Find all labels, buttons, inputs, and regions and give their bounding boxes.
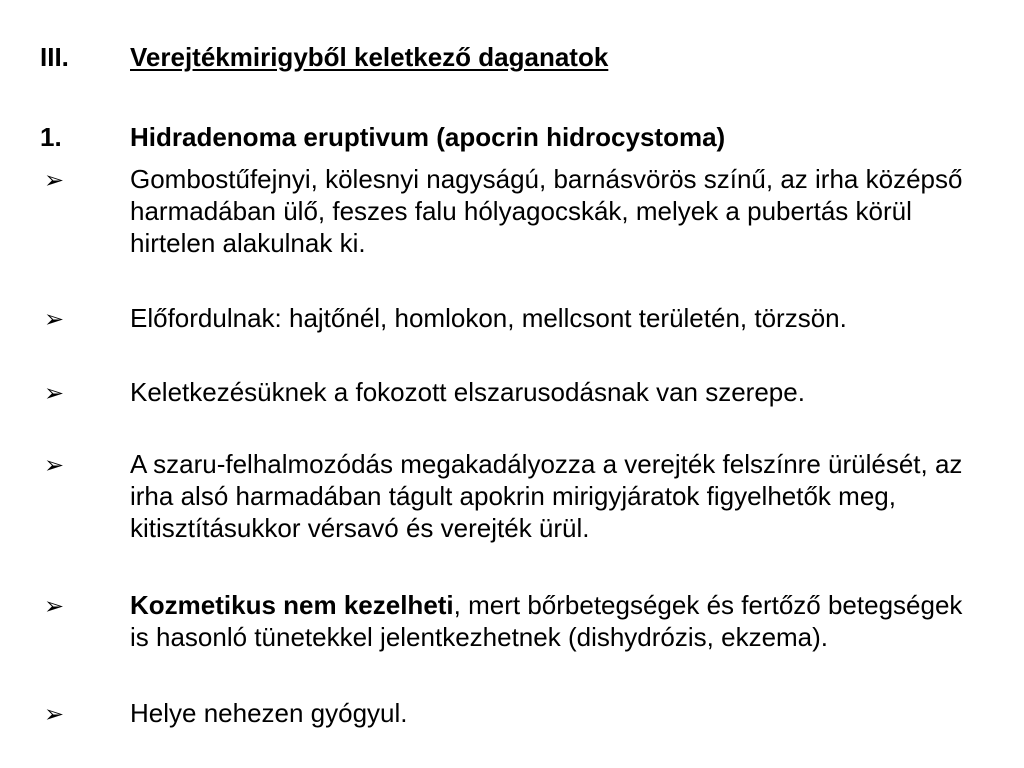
subsection-number: 1. [40, 122, 62, 152]
section-number: III. [40, 42, 69, 72]
arrowhead-bullet-icon: ➢ [44, 592, 65, 620]
bullet-text: A szaru-felhalmozódás megakadályozza a verejték felszínre ürülését, az irha alsó harmadában tágult apokrin mirigyjáratok figyelhetők meg, kitisztításukkor vérsavó és verejték ürül. [130, 449, 963, 543]
arrowhead-bullet-icon: ➢ [44, 305, 65, 333]
section-heading [40, 42, 990, 72]
bullet-text: Helye nehezen gyógyul. [130, 698, 408, 728]
bullet-bold-lead: Kozmetikus nem kezelheti [130, 590, 454, 620]
list-item [40, 376, 990, 409]
arrowhead-bullet-icon: ➢ [44, 166, 65, 194]
list-item [40, 302, 990, 335]
arrowhead-bullet-icon: ➢ [44, 700, 65, 728]
bullet-text: Keletkezésüknek a fokozott elszarusodásnak van szerepe. [130, 377, 805, 407]
subsection-title: Hidradenoma eruptivum (apocrin hidrocystoma) [130, 122, 726, 152]
arrowhead-bullet-icon: ➢ [44, 451, 65, 479]
bullet-text: Előfordulnak: hajtőnél, homlokon, mellcsont területén, törzsön. [130, 303, 847, 333]
arrowhead-bullet-icon: ➢ [44, 379, 65, 407]
list-item [40, 697, 990, 730]
list-item [40, 448, 990, 544]
section-title: Verejtékmirigyből keletkező daganatok [130, 42, 609, 72]
list-item [40, 163, 990, 259]
bullet-text [130, 589, 980, 653]
bullet-text-rest: , mert bőrbetegségek és fertőző betegségek is hasonló tünetekkel jelentkezhetnek (dishydrózis, ekzema). [130, 590, 963, 652]
bullet-text: Gombostűfejnyi, kölesnyi nagyságú, barnásvörös színű, az irha középső harmadában ülő, feszes falu hólyagocskák, melyek a pubertás körül hirtelen alakulnak ki. [130, 164, 963, 258]
list-item [40, 589, 990, 653]
subsection-heading [40, 122, 990, 152]
